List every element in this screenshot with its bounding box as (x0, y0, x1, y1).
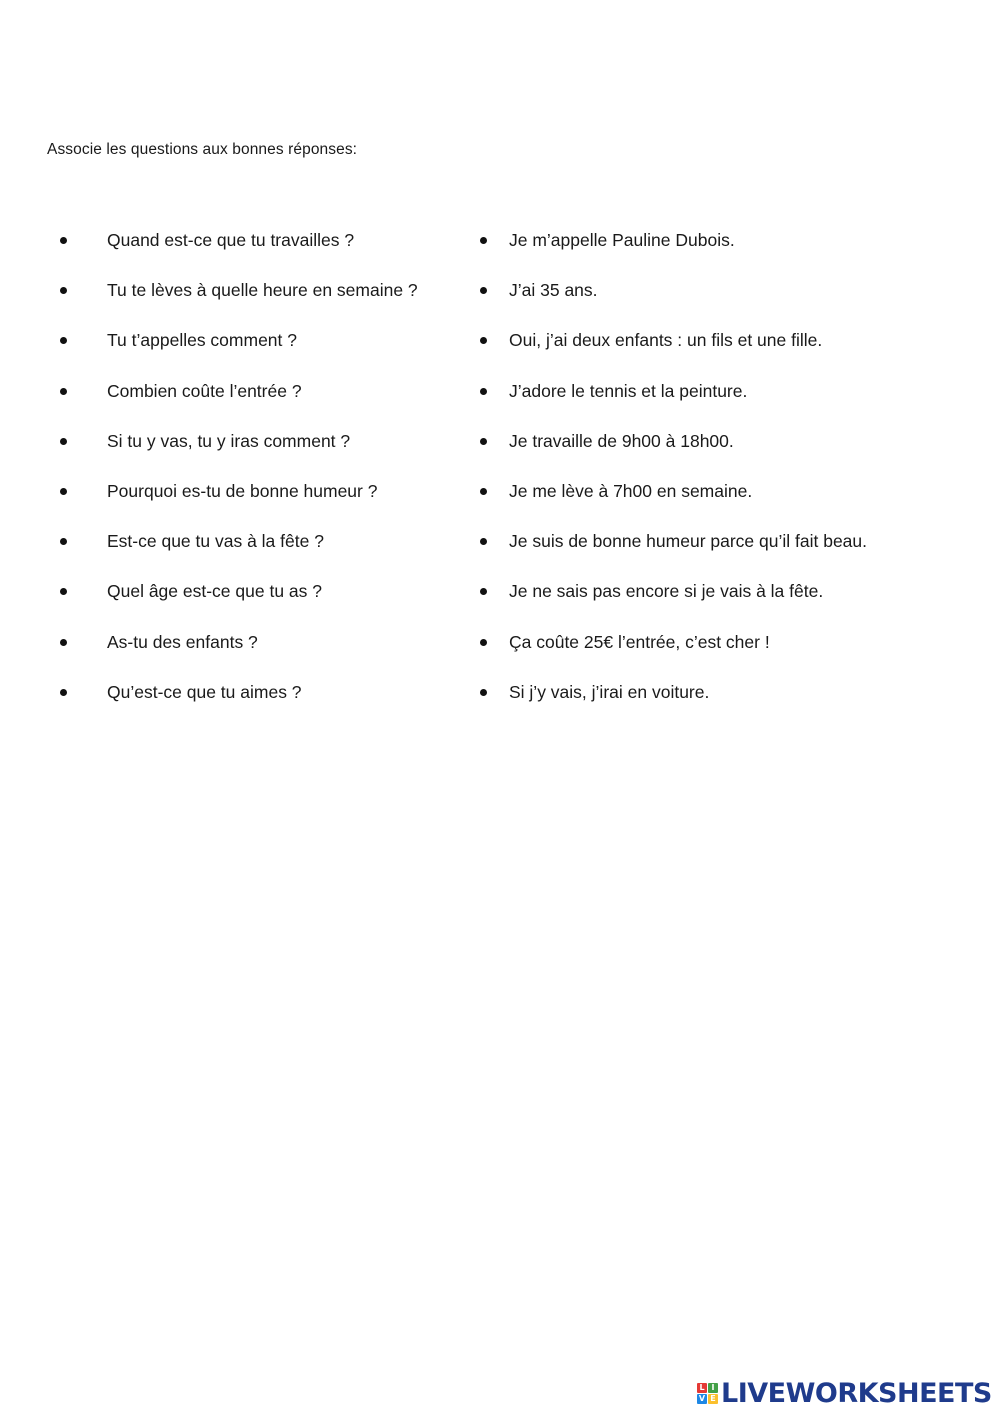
answer-item[interactable] (478, 579, 978, 629)
bullet-icon (60, 438, 67, 445)
answer-text: Je ne sais pas encore si je vais à la fête. (509, 581, 824, 602)
bullet-icon (480, 287, 487, 294)
question-text: Quand est-ce que tu travailles ? (107, 230, 355, 250)
bullet-icon (480, 588, 487, 595)
logo-mark-icon (697, 1383, 718, 1404)
bullet-icon (480, 237, 487, 244)
instruction-text: Associe les questions aux bonnes réponses: (47, 141, 358, 158)
bullet-icon (480, 388, 487, 395)
answer-item[interactable] (478, 529, 978, 579)
question-item[interactable] (58, 529, 458, 579)
bullet-icon (60, 588, 67, 595)
answer-text: J’ai 35 ans. (509, 280, 598, 301)
answer-item[interactable] (478, 429, 978, 479)
bullet-icon (480, 639, 487, 646)
logo-letter-i: I (708, 1383, 718, 1393)
answers-list (478, 228, 978, 730)
answer-text: Si j’y vais, j’irai en voiture. (509, 681, 710, 702)
question-text: Tu t’appelles comment ? (107, 330, 297, 351)
bullet-icon (60, 287, 67, 294)
question-item[interactable] (58, 579, 458, 629)
bullet-icon (60, 337, 67, 344)
question-item[interactable] (58, 328, 458, 378)
answer-item[interactable] (478, 479, 978, 529)
bullet-icon (480, 538, 487, 545)
question-text: Pourquoi es-tu de bonne humeur ? (107, 480, 378, 501)
answer-item[interactable] (478, 278, 978, 328)
bullet-icon (480, 337, 487, 344)
answer-item[interactable] (478, 328, 978, 378)
logo-letter-e: E (708, 1394, 718, 1404)
questions-list (58, 228, 458, 730)
answer-text: Oui, j’ai deux enfants : un fils et une fille. (509, 330, 823, 351)
bullet-icon (60, 639, 67, 646)
question-item[interactable] (58, 630, 458, 680)
answer-text: Je m’appelle Pauline Dubois. (509, 230, 735, 250)
answer-item[interactable] (478, 379, 978, 429)
question-text: Quel âge est-ce que tu as ? (107, 581, 322, 602)
answer-text: Je travaille de 9h00 à 18h00. (509, 430, 734, 451)
question-item[interactable] (58, 379, 458, 429)
logo-letter-v: V (698, 1393, 706, 1403)
question-text: As-tu des enfants ? (107, 631, 258, 652)
bullet-icon (480, 689, 487, 696)
question-item[interactable] (58, 228, 458, 278)
question-text: Qu’est-ce que tu aimes ? (107, 681, 302, 702)
answer-text: Ça coûte 25€ l’entrée, c’est cher ! (509, 631, 770, 652)
question-text: Est-ce que tu vas à la fête ? (107, 531, 324, 552)
answer-text: J’adore le tennis et la peinture. (509, 380, 748, 401)
bullet-icon (60, 689, 67, 696)
bullet-icon (60, 538, 67, 545)
answer-item[interactable] (478, 228, 978, 278)
bullet-icon (480, 488, 487, 495)
answer-text: Je suis de bonne humeur parce qu’il fait beau. (509, 531, 868, 552)
logo-letter-l: L (697, 1383, 707, 1393)
question-item[interactable] (58, 479, 458, 529)
bullet-icon (60, 388, 67, 395)
answer-text: Je me lève à 7h00 en semaine. (509, 480, 753, 501)
question-text: Tu te lèves à quelle heure en semaine ? (107, 280, 418, 301)
answer-item[interactable] (478, 630, 978, 680)
liveworksheets-logo (697, 1377, 992, 1409)
logo-text: LIVEWORKSHEETS (721, 1377, 992, 1409)
question-text: Si tu y vas, tu y iras comment ? (107, 430, 351, 451)
question-text: Combien coûte l’entrée ? (107, 380, 302, 401)
question-item[interactable] (58, 278, 458, 328)
question-item[interactable] (58, 429, 458, 479)
bullet-icon (60, 237, 67, 244)
answer-item[interactable] (478, 680, 978, 730)
bullet-icon (60, 488, 67, 495)
bullet-icon (480, 438, 487, 445)
question-item[interactable] (58, 680, 458, 730)
